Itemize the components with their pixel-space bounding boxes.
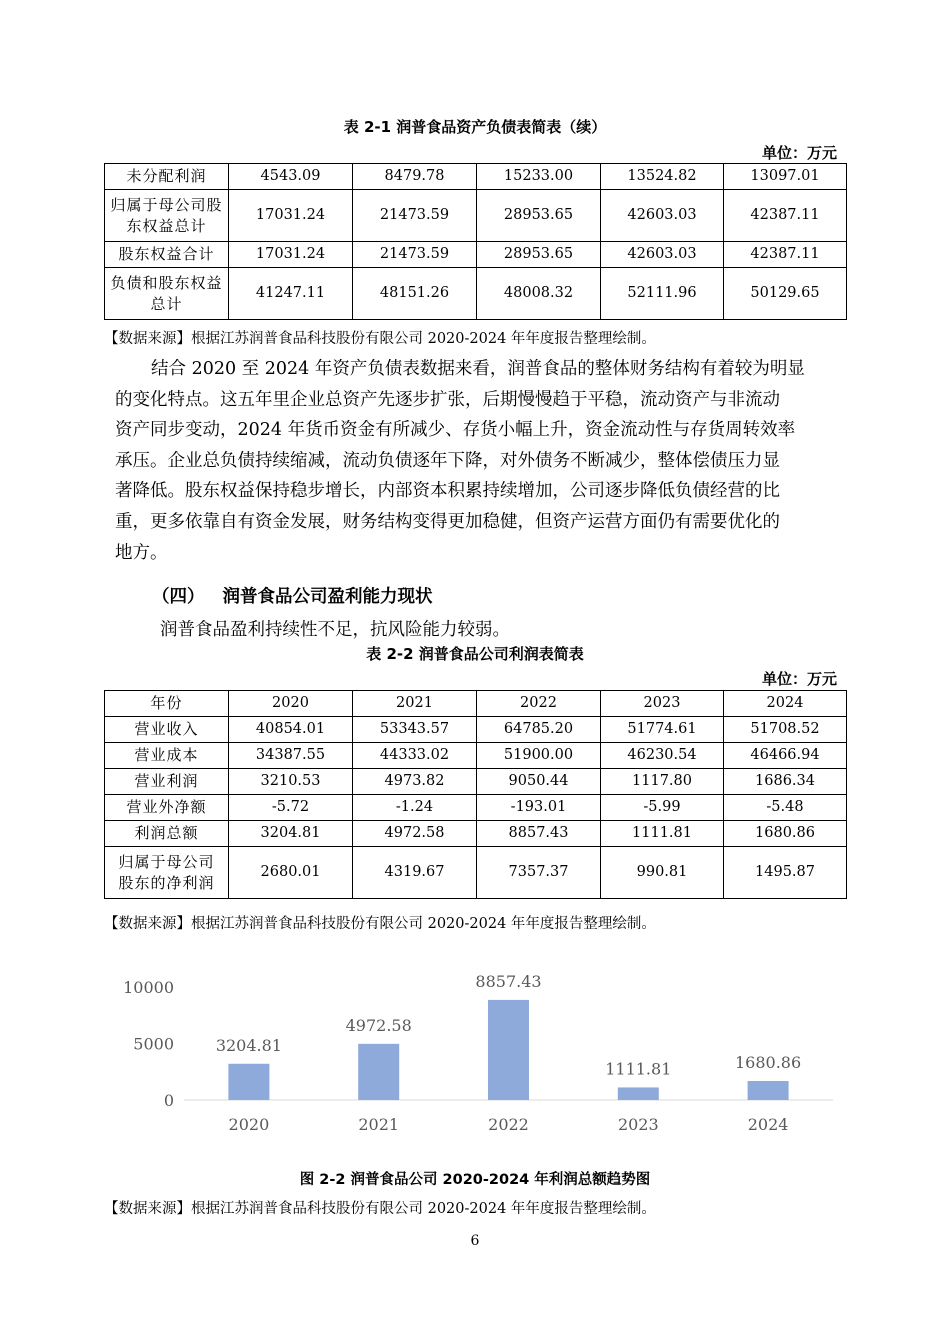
table-cell: -1.24 <box>353 795 477 821</box>
header-year: 2020 <box>229 691 353 717</box>
table-cell: 41247.11 <box>229 268 353 320</box>
row-label: 营业外净额 <box>105 795 229 821</box>
section-number: （四） <box>152 587 205 607</box>
header-year: 2023 <box>601 691 724 717</box>
header-year: 2024 <box>724 691 847 717</box>
table-cell: 28953.65 <box>477 190 601 242</box>
row-label: 未分配利润 <box>105 164 229 190</box>
table2-unit: 单位：万元 <box>761 670 837 688</box>
row-label-line: 归属于母公司 <box>118 852 215 871</box>
row-label-line: 东权益总计 <box>126 216 207 235</box>
balance-sheet-table <box>104 163 847 320</box>
table-cell: 40854.01 <box>229 717 353 743</box>
bar <box>618 1087 659 1100</box>
paragraph-line: 结合 2020 至 2024 年资产负债表数据来看，润普食品的整体财务结构有着较为明显 <box>151 359 805 379</box>
table-cell: 46466.94 <box>724 743 847 769</box>
table-row <box>105 743 847 769</box>
table-cell: 34387.55 <box>229 743 353 769</box>
table-cell: 4972.58 <box>353 821 477 847</box>
table-cell: 13097.01 <box>724 164 847 190</box>
table-cell: 1680.86 <box>724 821 847 847</box>
table-header-row <box>105 691 847 717</box>
header-label: 年份 <box>105 691 229 717</box>
y-tick-label: 5000 <box>133 1034 174 1054</box>
table-cell: 8479.78 <box>353 164 477 190</box>
row-label-line: 负债和股东权益 <box>110 273 223 292</box>
section-title: 润普食品公司盈利能力现状 <box>222 587 433 607</box>
row-label-line: 总计 <box>150 294 183 313</box>
table-cell: 42387.11 <box>724 190 847 242</box>
profit-trend-bar-chart <box>100 965 850 1145</box>
table-row <box>105 190 847 242</box>
paragraph-line: 承压。企业总负债持续缩减，流动负债逐年下降，对外债务不断减少，整体偿债压力显 <box>115 450 780 471</box>
table-cell: 53343.57 <box>353 717 477 743</box>
table-cell: 21473.59 <box>353 190 477 242</box>
table-cell: 9050.44 <box>477 769 601 795</box>
table2-caption: 表 2-2 润普食品公司利润表简表 <box>366 645 584 663</box>
row-label-line: 股东的净利润 <box>118 873 215 892</box>
figure-caption: 图 2-2 润普食品公司 2020-2024 年利润总额趋势图 <box>299 1172 651 1188</box>
table-cell: 28953.65 <box>477 242 601 268</box>
bar <box>488 1000 529 1100</box>
table1-caption: 表 2-1 润普食品资产负债表简表（续） <box>343 118 607 136</box>
table-cell: 17031.24 <box>229 190 353 242</box>
section-intro: 润普食品盈利持续性不足，抗风险能力较弱。 <box>160 620 510 640</box>
table-cell: 42387.11 <box>724 242 847 268</box>
table-cell: 2680.01 <box>229 847 353 899</box>
data-label: 1111.81 <box>605 1059 672 1079</box>
y-tick-label: 10000 <box>123 978 174 997</box>
x-tick-label: 2024 <box>747 1115 789 1134</box>
table-cell: 1495.87 <box>724 847 847 899</box>
table-cell: 4319.67 <box>353 847 477 899</box>
table-row <box>105 821 847 847</box>
table-row <box>105 795 847 821</box>
x-tick-label: 2021 <box>358 1115 400 1134</box>
table-cell: 3204.81 <box>229 821 353 847</box>
income-statement-table <box>104 690 847 899</box>
analysis-paragraph <box>115 354 837 568</box>
data-label: 8857.43 <box>475 971 542 991</box>
table-cell: 21473.59 <box>353 242 477 268</box>
table1-unit: 单位：万元 <box>761 144 837 162</box>
data-label: 3204.81 <box>215 1035 282 1055</box>
row-label <box>105 268 229 320</box>
table-row <box>105 769 847 795</box>
row-label-line: 归属于母公司股 <box>110 195 223 214</box>
table-cell: 42603.03 <box>601 190 724 242</box>
data-label: 1680.86 <box>735 1053 802 1073</box>
table-cell: 48151.26 <box>353 268 477 320</box>
bar <box>228 1064 269 1100</box>
table-cell: 15233.00 <box>477 164 601 190</box>
table-cell: 4973.82 <box>353 769 477 795</box>
paragraph-line: 著降低。股东权益保持稳步增长，内部资本积累持续增加，公司逐步降低负债经营的比 <box>115 481 780 502</box>
table-cell: -193.01 <box>477 795 601 821</box>
table-cell: 13524.82 <box>601 164 724 190</box>
table-cell: 990.81 <box>601 847 724 899</box>
row-label: 利润总额 <box>105 821 229 847</box>
table-cell: 3210.53 <box>229 769 353 795</box>
paragraph-line: 资产同步变动，2024 年货币资金有所减少、存货小幅上升，资金流动性与存货周转效率 <box>115 420 796 441</box>
table1-source: 【数据来源】根据江苏润普食品科技股份有限公司 2020-2024 年年度报告整理绘制。 <box>104 331 656 347</box>
section-heading <box>152 583 433 608</box>
data-label: 4972.58 <box>345 1015 412 1035</box>
row-label: 营业利润 <box>105 769 229 795</box>
header-year: 2021 <box>353 691 477 717</box>
x-tick-label: 2022 <box>488 1115 529 1134</box>
table-row <box>105 717 847 743</box>
table-cell: 4543.09 <box>229 164 353 190</box>
row-label: 营业成本 <box>105 743 229 769</box>
table-cell: 1686.34 <box>724 769 847 795</box>
x-tick-label: 2020 <box>228 1115 270 1134</box>
table-cell: 50129.65 <box>724 268 847 320</box>
y-tick-label: 0 <box>163 1091 174 1110</box>
paragraph-line: 重，更多依靠自有资金发展，财务结构变得更加稳健，但资产运营方面仍有需要优化的 <box>115 511 780 532</box>
bar <box>358 1044 399 1100</box>
row-label <box>105 847 229 899</box>
row-label <box>105 190 229 242</box>
bar <box>748 1081 789 1100</box>
row-label: 营业收入 <box>105 717 229 743</box>
table-cell: 64785.20 <box>477 717 601 743</box>
table-cell: 44333.02 <box>353 743 477 769</box>
table-cell: 7357.37 <box>477 847 601 899</box>
table-cell: 46230.54 <box>601 743 724 769</box>
table-row <box>105 164 847 190</box>
table2-source: 【数据来源】根据江苏润普食品科技股份有限公司 2020-2024 年年度报告整理绘制。 <box>104 916 656 932</box>
paragraph-line: 地方。 <box>115 542 168 563</box>
table-cell: -5.48 <box>724 795 847 821</box>
table-cell: 51900.00 <box>477 743 601 769</box>
table-row <box>105 242 847 268</box>
table-cell: 17031.24 <box>229 242 353 268</box>
table-row <box>105 268 847 320</box>
table-cell: 51774.61 <box>601 717 724 743</box>
table-cell: 51708.52 <box>724 717 847 743</box>
x-tick-label: 2023 <box>617 1115 659 1134</box>
figure-source: 【数据来源】根据江苏润普食品科技股份有限公司 2020-2024 年年度报告整理绘制。 <box>104 1201 656 1217</box>
table-cell: 52111.96 <box>601 268 724 320</box>
table-cell: -5.72 <box>229 795 353 821</box>
row-label: 股东权益合计 <box>105 242 229 268</box>
table-row <box>105 847 847 899</box>
table-cell: 42603.03 <box>601 242 724 268</box>
table-cell: 1117.80 <box>601 769 724 795</box>
header-year: 2022 <box>477 691 601 717</box>
table-cell: 8857.43 <box>477 821 601 847</box>
page-number: 6 <box>470 1233 480 1249</box>
table-cell: -5.99 <box>601 795 724 821</box>
table-cell: 48008.32 <box>477 268 601 320</box>
paragraph-line: 的变化特点。这五年里企业总资产先逐步扩张，后期慢慢趋于平稳，流动资产与非流动 <box>115 389 780 410</box>
table-cell: 1111.81 <box>601 821 724 847</box>
